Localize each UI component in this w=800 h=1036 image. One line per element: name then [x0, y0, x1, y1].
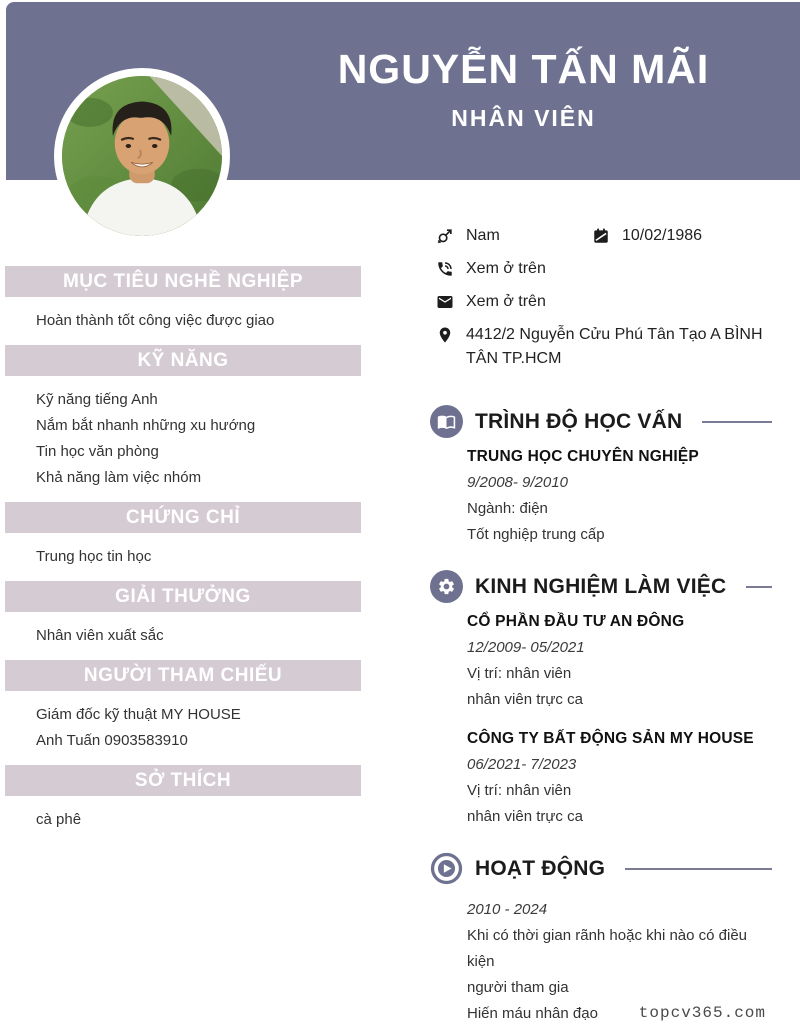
section-title: HOẠT ĐỘNG: [475, 856, 606, 880]
section-activities-heading: [430, 852, 772, 885]
section-heading-bar: GIẢI THƯỞNG: [5, 581, 361, 612]
divider-line: [625, 868, 772, 870]
list-item: Khả năng làm việc nhóm: [36, 469, 202, 486]
entry-line: người tham gia: [467, 979, 569, 996]
left-column: [5, 266, 361, 844]
gender-value: Nam: [466, 227, 500, 244]
list-item: Trung học tin học: [36, 548, 152, 565]
entry-title: TRUNG HỌC CHUYÊN NGHIỆP: [467, 448, 699, 465]
gender-field: [436, 224, 580, 248]
experience-entry: [467, 609, 772, 713]
info-row-phone: [430, 257, 772, 281]
entry-line: Ngành: điện: [467, 500, 548, 517]
book-icon-glyph: [437, 412, 456, 431]
section-certificates: [5, 502, 361, 581]
phone-value: Xem ở trên: [466, 260, 546, 277]
entry-period: 12/2009- 05/2021: [467, 639, 585, 656]
info-row-email: [430, 290, 772, 314]
info-row-gender-dob: [430, 224, 772, 248]
dob-field: [592, 224, 702, 248]
entry-line: Khi có thời gian rãnh hoặc khi nào có điều kiện: [467, 927, 748, 970]
entry-title: CỔ PHẦN ĐẦU TƯ AN ĐÔNG: [467, 613, 685, 630]
entry-line: Vị trí: nhân viên: [467, 782, 572, 799]
book-icon: [430, 405, 463, 438]
entry-period: 9/2008- 9/2010: [467, 474, 568, 491]
divider-line: [702, 421, 772, 423]
entry-line: Vị trí: nhân viên: [467, 665, 572, 682]
right-column: [430, 224, 772, 1027]
list-item: cà phê: [36, 811, 82, 828]
location-pin-icon: [436, 326, 454, 344]
gear-icon-glyph: [437, 577, 456, 596]
phone-icon: [436, 260, 454, 278]
profile-photo-illustration: [62, 76, 222, 236]
section-heading-bar: KỸ NĂNG: [5, 345, 361, 376]
section-hobbies: [5, 765, 361, 844]
list-item: Tin học văn phòng: [36, 443, 159, 460]
entry-title: CÔNG TY BẤT ĐỘNG SẢN MY HOUSE: [467, 730, 754, 747]
entry-period: 06/2021- 7/2023: [467, 756, 577, 773]
envelope-icon: [436, 293, 454, 311]
entry-line: Hiến máu nhân đạo: [467, 1005, 598, 1022]
section-heading-bar: MỤC TIÊU NGHỀ NGHIỆP: [5, 266, 361, 297]
address-value: 4412/2 Nguyễn Cửu Phú Tân Tạo A BÌNH TÂN TP.HCM: [466, 326, 763, 367]
list-item: Kỹ năng tiếng Anh: [36, 391, 158, 408]
watermark: topcv365.com: [638, 1004, 766, 1022]
section-heading-bar: CHỨNG CHỈ: [5, 502, 361, 533]
gender-icon: [436, 227, 454, 245]
section-title: KINH NGHIỆM LÀM VIỆC: [475, 574, 727, 598]
experience-entry: [467, 726, 772, 830]
header-text-block: [261, 2, 786, 132]
play-icon: [430, 852, 463, 885]
entry-line: nhân viên trực ca: [467, 691, 583, 708]
entry-period: 2010 - 2024: [467, 901, 548, 918]
email-value: Xem ở trên: [466, 293, 546, 310]
list-item: Giám đốc kỹ thuật MY HOUSE: [36, 706, 241, 723]
section-awards: [5, 581, 361, 660]
job-title: NHÂN VIÊN: [451, 105, 596, 131]
list-item: Nhân viên xuất sắc: [36, 627, 164, 644]
calendar-icon: [592, 227, 610, 245]
section-heading-bar: SỞ THÍCH: [5, 765, 361, 796]
dob-value: 10/02/1986: [622, 227, 703, 244]
section-experience-heading: [430, 570, 772, 603]
list-item: Nắm bắt nhanh những xu hướng: [36, 417, 256, 434]
section-title: TRÌNH ĐỘ HỌC VẤN: [475, 409, 683, 433]
list-item: Hoàn thành tốt công việc được giao: [36, 312, 275, 329]
info-row-address: [430, 323, 772, 371]
list-item: Anh Tuấn 0903583910: [36, 732, 188, 749]
section-heading-bar: NGƯỜI THAM CHIẾU: [5, 660, 361, 691]
entry-line: nhân viên trực ca: [467, 808, 583, 825]
divider-line: [746, 586, 772, 588]
profile-photo: [54, 68, 230, 244]
person-name: NGUYỄN TẤN MÃI: [337, 46, 710, 92]
section-objective: [5, 266, 361, 345]
section-skills: [5, 345, 361, 502]
section-references: [5, 660, 361, 765]
entry-line: Tốt nghiệp trung cấp: [467, 526, 605, 543]
education-entry: [467, 444, 772, 548]
gear-icon: [430, 570, 463, 603]
section-education-heading: [430, 405, 772, 438]
